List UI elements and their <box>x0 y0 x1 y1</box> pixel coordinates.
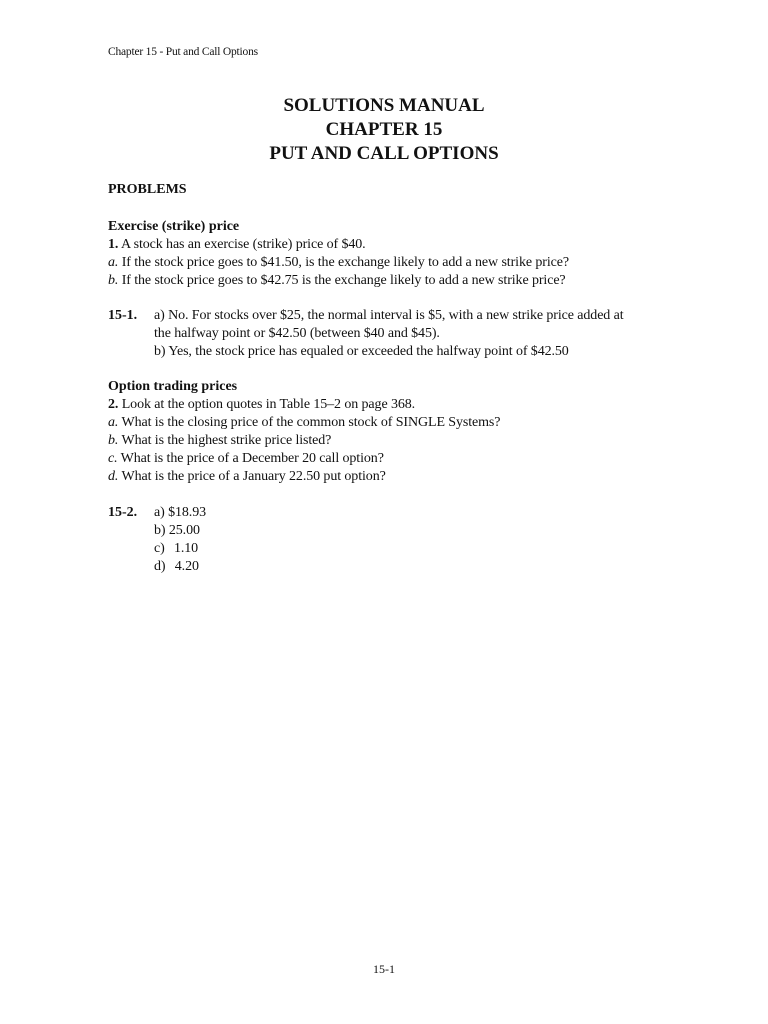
problem2-d-text: What is the price of a January 22.50 put option? <box>121 469 386 484</box>
problem2-number: 2. <box>108 397 119 412</box>
problem1-part-a <box>108 255 569 271</box>
problem1-statement <box>108 237 366 253</box>
answer2-number: 15-2. <box>108 505 138 520</box>
answer2-b-value: 25.00 <box>168 523 200 538</box>
answer2-a-label: a) <box>154 505 165 520</box>
running-header: Chapter 15 - Put and Call Options <box>108 46 258 58</box>
answer1-line-2: the halfway point or $42.50 (between $40 and $45). <box>154 326 440 341</box>
problem2-c-text: What is the price of a December 20 call option? <box>120 451 384 466</box>
answer2-item-d <box>154 559 199 575</box>
answer2-d-label: d) <box>154 559 166 574</box>
problem2-text: Look at the option quotes in Table 15–2 on page 368. <box>121 397 416 412</box>
answer1-number: 15-1. <box>108 308 138 323</box>
problem2-b-text: What is the highest strike price listed? <box>121 433 332 448</box>
problem2-b-label: b. <box>108 433 119 448</box>
title-line-2: CHAPTER 15 <box>325 119 443 140</box>
problem1-number: 1. <box>108 237 119 252</box>
problem2-part-a <box>108 415 500 431</box>
answer2-item-c <box>154 541 198 557</box>
section-problems: PROBLEMS <box>108 182 187 197</box>
answer2-c-value: 1.10 <box>173 541 199 556</box>
answer2-d-value: 4.20 <box>174 559 199 574</box>
problem1-a-text: If the stock price goes to $41.50, is the exchange likely to add a new strike price? <box>121 255 569 270</box>
answer2-a-value: $18.93 <box>168 505 206 520</box>
problem2-a-label: a. <box>108 415 119 430</box>
problem2-statement <box>108 397 415 413</box>
problem1-part-b <box>108 273 566 289</box>
problem1-text: A stock has an exercise (strike) price of $40. <box>120 237 366 252</box>
problem2-d-label: d. <box>108 469 119 484</box>
problem1-b-label: b. <box>108 273 119 288</box>
problem2-part-b <box>108 433 331 449</box>
problem2-heading: Option trading prices <box>108 379 238 394</box>
title-block <box>0 94 768 166</box>
answer2-b-label: b) <box>154 523 166 538</box>
title-line-3: PUT AND CALL OPTIONS <box>269 143 499 164</box>
problem1-b-text: If the stock price goes to $42.75 is the exchange likely to add a new strike price? <box>121 273 566 288</box>
answer2-item-b <box>154 523 199 539</box>
problem1-heading: Exercise (strike) price <box>108 219 240 234</box>
answer2-c-label: c) <box>154 541 165 556</box>
problem2-part-c <box>108 451 384 467</box>
problem1-a-label: a. <box>108 255 119 270</box>
page-number: 15-1 <box>373 962 395 976</box>
problem2-c-label: c. <box>108 451 118 466</box>
problem2-part-d <box>108 469 386 485</box>
problem2-a-text: What is the closing price of the common stock of SINGLE Systems? <box>121 415 501 430</box>
answer2-item-a <box>154 505 206 521</box>
answer1-line-1: a) No. For stocks over $25, the normal interval is $5, with a new strike price added at <box>154 308 624 323</box>
answer1-line-3: b) Yes, the stock price has equaled or exceeded the halfway point of $42.50 <box>154 344 569 359</box>
title-line-1: SOLUTIONS MANUAL <box>283 95 485 116</box>
